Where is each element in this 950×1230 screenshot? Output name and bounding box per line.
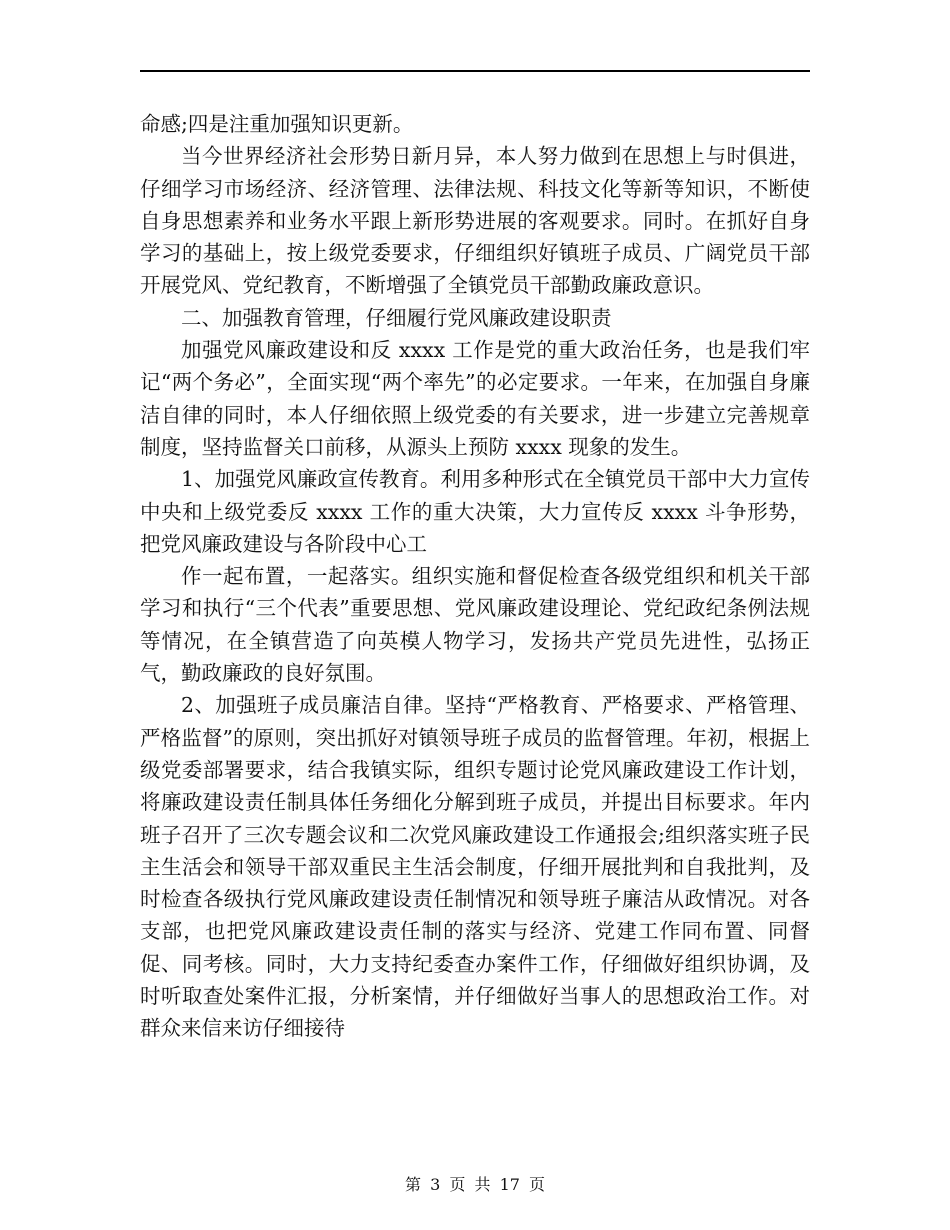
header-rule — [140, 70, 810, 72]
paragraph: 当今世界经济社会形势日新月异，本人努力做到在思想上与时俱进，仔细学习市场经济、经济管理、法律法规、科技文化等新等知识，不断使自身思想素养和业务水平跟上新形势进展的客观要求。同时。在抓好自身学习的基础上，按上级党委要求，仔细组织好镇班子成员、广阔党员干部开展党风、党纪教育，不断增强了全镇党员干部勤政廉政意识。 — [140, 144, 810, 298]
total-page-count: 17 — [499, 1175, 520, 1194]
footer-suffix: 页 — [529, 1175, 546, 1194]
paragraph: 作一起布置，一起落实。组织实施和督促检查各级党组织和机关干部学习和执行“三个代表”重要思想、党风廉政建设理论、党纪政纪条例法规等情况，在全镇营造了向英模人物学习，发扬共产党员先进性，弘扬正气，勤政廉政的良好氛围。 — [140, 564, 810, 686]
footer-total-word: 共 — [474, 1175, 491, 1194]
paragraph: 2、加强班子成员廉洁自律。坚持“严格教育、严格要求、严格管理、严格监督”的原则，突出抓好对镇领导班子成员的监督管理。年初，根据上级党委部署要求，结合我镇实际，组织专题讨论党风廉政建设工作计划，将廉政建设责任制具体任务细化分解到班子成员，并提出目标要求。年内班子召开了三次专题会议和二次党风廉政建设工作通报会;组织落实班子民主生活会和领导干部双重民主生活会制度，仔细开展批判和自我批判，及时检查各级执行党风廉政建设责任制情况和领导班子廉洁从政情况。对各支部，也把党风廉政建设责任制的落实与经济、党建工作同布置、同督促、同考核。同时，大力支持纪委查办案件工作，仔细做好组织协调，及时听取查处案件汇报，分析案情，并仔细做好当事人的思想政治工作。对群众来信来访仔细接待 — [140, 693, 810, 1041]
paragraph-continuation: 命感;四是注重加强知识更新。 — [140, 112, 414, 136]
footer-page-word: 页 — [449, 1175, 466, 1194]
body-text — [140, 108, 810, 1045]
paragraph: 加强党风廉政建设和反 xxxx 工作是党的重大政治任务，也是我们牢记“两个务必”，全面实现“两个率先”的必定要求。一年来，在加强自身廉洁自律的同时，本人仔细依照上级党委的有关要求，进一步建立完善规章制度，坚持监督关口前移，从源头上预防 xxxx 现象的发生。 — [140, 338, 810, 459]
paragraph: 1、加强党风廉政宣传教育。利用多种形式在全镇党员干部中大力宣传中央和上级党委反 xxxx 工作的重大决策，大力宣传反 xxxx 斗争形势，把党风廉政建设与各阶段中心工 — [140, 467, 810, 556]
page-footer — [0, 1172, 950, 1195]
current-page-number: 3 — [430, 1175, 441, 1194]
section-heading: 二、加强教育管理，仔细履行党风廉政建设职责 — [181, 305, 612, 330]
footer-prefix: 第 — [404, 1175, 421, 1194]
